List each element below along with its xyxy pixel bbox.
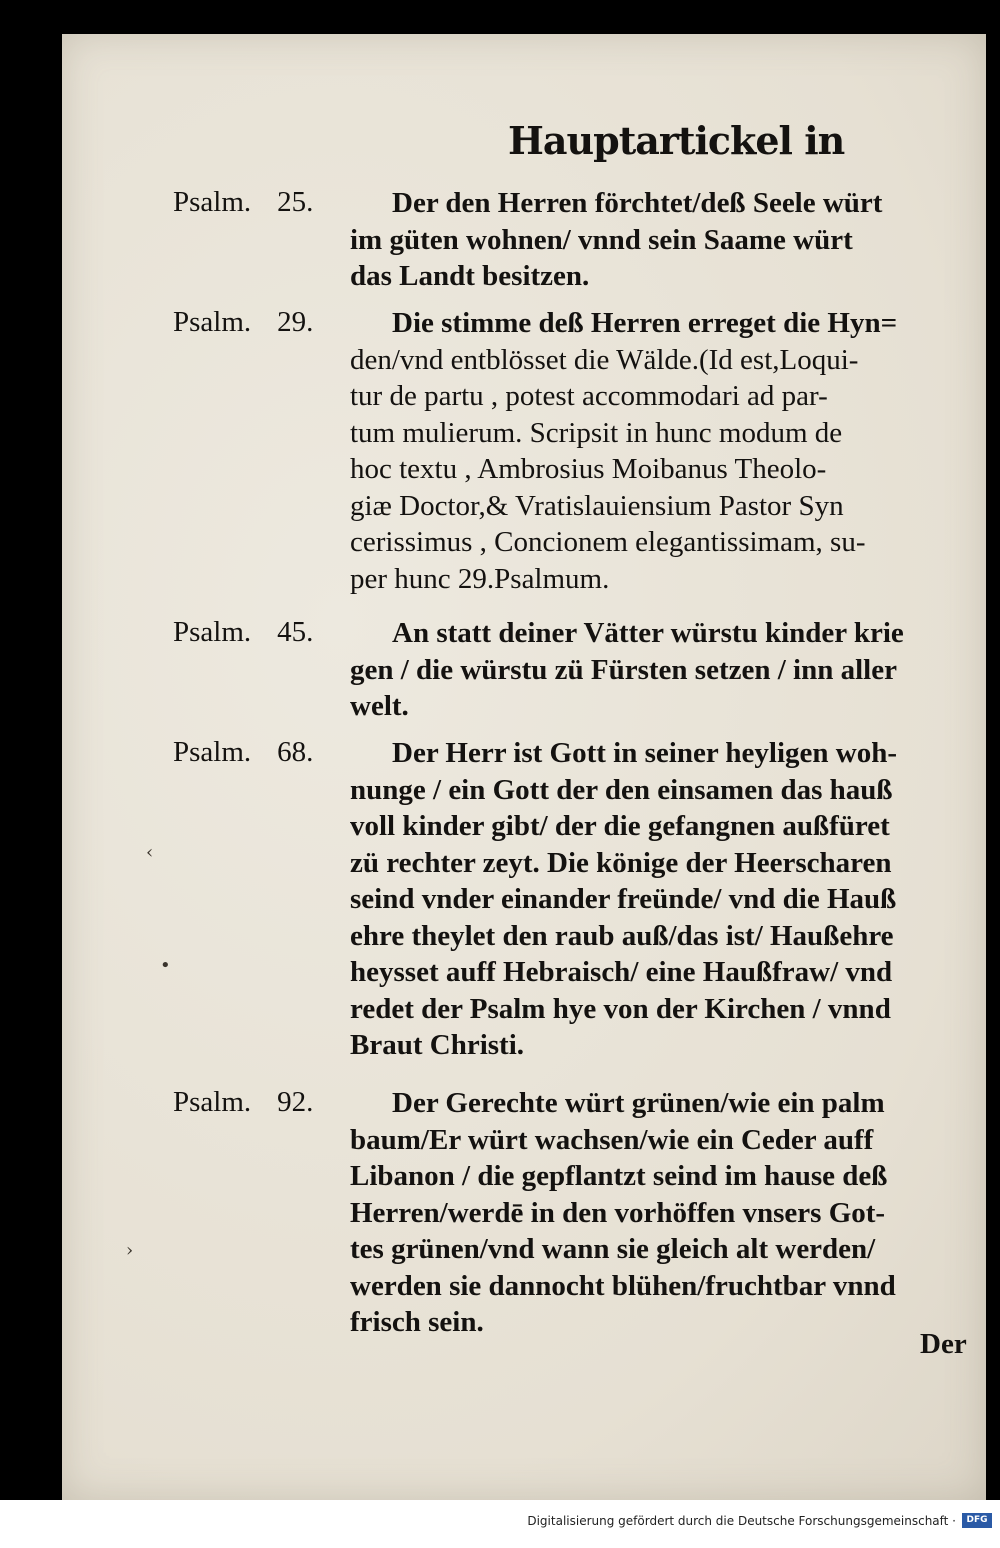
text-line: An statt deiner Vätter würstu kinder krie [392,617,904,649]
text-line: Der den Herren förchtet/deß Seele würt [392,187,883,219]
text-line: werden sie dannocht blühen/fruchtbar vnnd [350,1269,896,1302]
text-line: nunge / ein Gott der den einsamen das hauß [350,773,893,806]
psalm-number: 45. [277,616,314,648]
text-line: voll kinder gibt/ der die gefangnen außfüret [350,810,890,842]
entry-reference [173,186,313,219]
margin-mark: ‹ [146,842,154,863]
text-line: Libanon / die gepflantzt seind im hause deß [350,1160,888,1192]
text-line: Die stimme deß Herren erreget die Hyn= [392,307,898,339]
text-line: giæ Doctor,& Vratislauiensium Pastor Syn [350,489,844,522]
psalm-label: Psalm. [173,186,252,218]
psalm-label: Psalm. [173,306,252,338]
text-line: gen / die würstu zü Fürsten setzen / inn aller [350,653,897,686]
text-line: welt. [350,690,409,722]
text-line: im güten wohnen/ vnnd sein Saame würt [350,223,853,256]
dfg-logo: DFG [962,1513,992,1528]
text-line: zü rechter zeyt. Die könige der Heerscharen [350,846,892,879]
entry-reference [173,1086,313,1119]
entry-reference [173,736,313,769]
text-line: frisch sein. [350,1306,484,1338]
psalm-number: 25. [277,186,314,218]
psalm-label: Psalm. [173,616,252,648]
text-line: den/vnd entblösset die Wälde.(Id est,Loqui- [350,343,859,376]
psalm-label: Psalm. [173,736,252,768]
margin-mark: › [126,1240,134,1261]
text-line: redet der Psalm hye von der Kirchen / vnnd [350,992,891,1025]
text-line: tes grünen/vnd wann sie gleich alt werden/ [350,1233,876,1265]
margin-mark: • [160,955,171,976]
text-line: Braut Christi. [350,1029,524,1061]
entry-reference [173,306,313,339]
text-line: hoc textu , Ambrosius Moibanus Theolo- [350,453,827,485]
text-line: seind vnder einander freünde/ vnd die Hauß [350,883,897,915]
text-line: Der Herr ist Gott in seiner heyligen woh- [392,737,898,769]
running-head: Hauptartickel in [508,118,845,163]
digitization-footer [0,1500,1000,1548]
text-line: das Landt besitzen. [350,260,590,292]
text-line: per hunc 29.Psalmum. [350,562,610,595]
text-line: ehre theylet den raub auß/das ist/ Haußehre [350,919,894,952]
entry-reference [173,616,313,649]
text-line: cerissimus , Concionem elegantissimam, su- [350,526,866,558]
psalm-number: 29. [277,306,314,338]
psalm-label: Psalm. [173,1086,252,1118]
text-line: baum/Er würt wachsen/wie ein Ceder auff [350,1123,874,1156]
catchword: Der [920,1328,967,1360]
text-line: Der Gerechte würt grünen/wie ein palm [392,1087,885,1119]
text-line: Herren/werdē in den vorhöffen vnsers Got- [350,1196,886,1229]
footer-credit: Digitalisierung gefördert durch die Deutsche Forschungsgemeinschaft · [527,1514,956,1528]
psalm-number: 68. [277,736,314,768]
psalm-number: 92. [277,1086,314,1118]
text-line: heysset auff Hebraisch/ eine Haußfraw/ vnd [350,956,893,988]
text-line: tum mulierum. Scripsit in hunc modum de [350,416,843,449]
text-line: tur de partu , potest accommodari ad par- [350,380,828,412]
